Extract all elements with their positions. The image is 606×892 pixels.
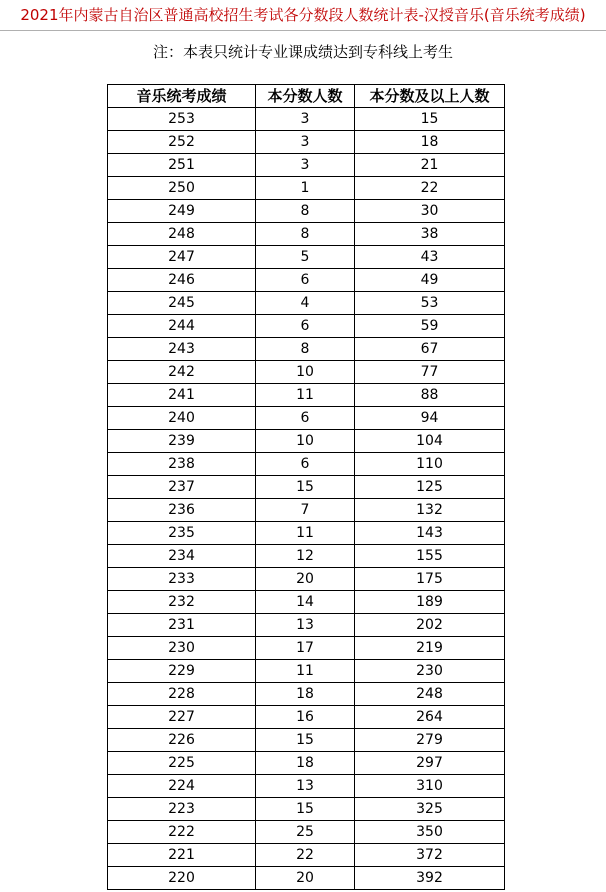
header-score: 音乐统考成绩 [108,85,256,108]
cell-count: 16 [256,706,355,729]
table-row [108,131,505,154]
cell-cumulative: 77 [355,361,505,384]
cell-count: 11 [256,384,355,407]
cell-count: 11 [256,522,355,545]
cell-count: 3 [256,131,355,154]
cell-score: 244 [108,315,256,338]
cell-score: 240 [108,407,256,430]
cell-count: 5 [256,246,355,269]
cell-score: 250 [108,177,256,200]
cell-count: 6 [256,407,355,430]
cell-count: 8 [256,223,355,246]
table-row [108,775,505,798]
cell-cumulative: 59 [355,315,505,338]
cell-count: 8 [256,200,355,223]
cell-score: 253 [108,108,256,131]
cell-cumulative: 264 [355,706,505,729]
table-row [108,637,505,660]
cell-count: 18 [256,752,355,775]
cell-count: 7 [256,499,355,522]
table-row [108,223,505,246]
table-row [108,315,505,338]
cell-count: 13 [256,775,355,798]
cell-count: 12 [256,545,355,568]
table-row [108,407,505,430]
table-row [108,384,505,407]
cell-score: 243 [108,338,256,361]
cell-count: 6 [256,453,355,476]
cell-cumulative: 202 [355,614,505,637]
table-note: 注：本表只统计专业课成绩达到专科线上考生 [152,43,453,61]
table-row [108,798,505,821]
cell-count: 17 [256,637,355,660]
cell-cumulative: 125 [355,476,505,499]
cell-score: 226 [108,729,256,752]
table-row [108,591,505,614]
cell-score: 239 [108,430,256,453]
cell-count: 18 [256,683,355,706]
cell-cumulative: 350 [355,821,505,844]
cell-cumulative: 30 [355,200,505,223]
cell-count: 10 [256,361,355,384]
table-row [108,499,505,522]
table-row [108,821,505,844]
table-row [108,154,505,177]
header-count: 本分数人数 [256,85,355,108]
cell-score: 228 [108,683,256,706]
cell-cumulative: 94 [355,407,505,430]
table-row [108,177,505,200]
cell-cumulative: 143 [355,522,505,545]
table-row [108,476,505,499]
cell-cumulative: 392 [355,867,505,890]
table-row [108,108,505,131]
table-row [108,545,505,568]
cell-score: 241 [108,384,256,407]
table-body [108,108,505,890]
cell-cumulative: 49 [355,269,505,292]
cell-count: 6 [256,269,355,292]
cell-cumulative: 67 [355,338,505,361]
cell-cumulative: 279 [355,729,505,752]
table-row [108,752,505,775]
cell-count: 15 [256,729,355,752]
cell-score: 232 [108,591,256,614]
cell-cumulative: 219 [355,637,505,660]
cell-cumulative: 22 [355,177,505,200]
cell-score: 229 [108,660,256,683]
cell-score: 234 [108,545,256,568]
cell-cumulative: 104 [355,430,505,453]
cell-cumulative: 248 [355,683,505,706]
cell-score: 223 [108,798,256,821]
cell-count: 25 [256,821,355,844]
cell-score: 227 [108,706,256,729]
table-row [108,430,505,453]
cell-score: 248 [108,223,256,246]
cell-score: 233 [108,568,256,591]
table-row [108,361,505,384]
cell-score: 231 [108,614,256,637]
header-cumulative: 本分数及以上人数 [355,85,505,108]
title-divider [0,30,606,31]
cell-count: 15 [256,798,355,821]
cell-cumulative: 53 [355,292,505,315]
cell-cumulative: 310 [355,775,505,798]
cell-cumulative: 21 [355,154,505,177]
cell-score: 220 [108,867,256,890]
table-row [108,453,505,476]
table-row [108,706,505,729]
cell-cumulative: 18 [355,131,505,154]
cell-count: 10 [256,430,355,453]
cell-score: 236 [108,499,256,522]
table-row [108,292,505,315]
table-row [108,568,505,591]
cell-score: 222 [108,821,256,844]
cell-cumulative: 175 [355,568,505,591]
cell-count: 20 [256,867,355,890]
table-row [108,269,505,292]
cell-count: 14 [256,591,355,614]
cell-score: 225 [108,752,256,775]
score-distribution-table [107,84,505,890]
cell-score: 238 [108,453,256,476]
cell-count: 3 [256,154,355,177]
cell-count: 4 [256,292,355,315]
cell-cumulative: 88 [355,384,505,407]
table-row [108,614,505,637]
table-row [108,246,505,269]
cell-cumulative: 230 [355,660,505,683]
cell-cumulative: 297 [355,752,505,775]
cell-count: 22 [256,844,355,867]
table-row [108,200,505,223]
page-title: 2021年内蒙古自治区普通高校招生考试各分数段人数统计表-汉授音乐(音乐统考成绩) [20,6,586,24]
cell-score: 224 [108,775,256,798]
cell-cumulative: 43 [355,246,505,269]
cell-cumulative: 38 [355,223,505,246]
cell-cumulative: 132 [355,499,505,522]
table-header-row [108,85,505,108]
cell-count: 15 [256,476,355,499]
cell-count: 11 [256,660,355,683]
cell-count: 1 [256,177,355,200]
table-row [108,867,505,890]
cell-count: 8 [256,338,355,361]
cell-cumulative: 155 [355,545,505,568]
table-row [108,338,505,361]
cell-score: 252 [108,131,256,154]
table-row [108,522,505,545]
cell-score: 230 [108,637,256,660]
cell-score: 245 [108,292,256,315]
cell-score: 235 [108,522,256,545]
cell-score: 242 [108,361,256,384]
cell-count: 13 [256,614,355,637]
cell-count: 20 [256,568,355,591]
cell-score: 251 [108,154,256,177]
cell-score: 246 [108,269,256,292]
cell-count: 3 [256,108,355,131]
table-row [108,683,505,706]
cell-score: 249 [108,200,256,223]
cell-score: 221 [108,844,256,867]
cell-cumulative: 110 [355,453,505,476]
cell-count: 6 [256,315,355,338]
cell-cumulative: 325 [355,798,505,821]
cell-score: 237 [108,476,256,499]
cell-cumulative: 372 [355,844,505,867]
cell-cumulative: 15 [355,108,505,131]
table-row [108,660,505,683]
cell-cumulative: 189 [355,591,505,614]
cell-score: 247 [108,246,256,269]
table-row [108,729,505,752]
table-row [108,844,505,867]
